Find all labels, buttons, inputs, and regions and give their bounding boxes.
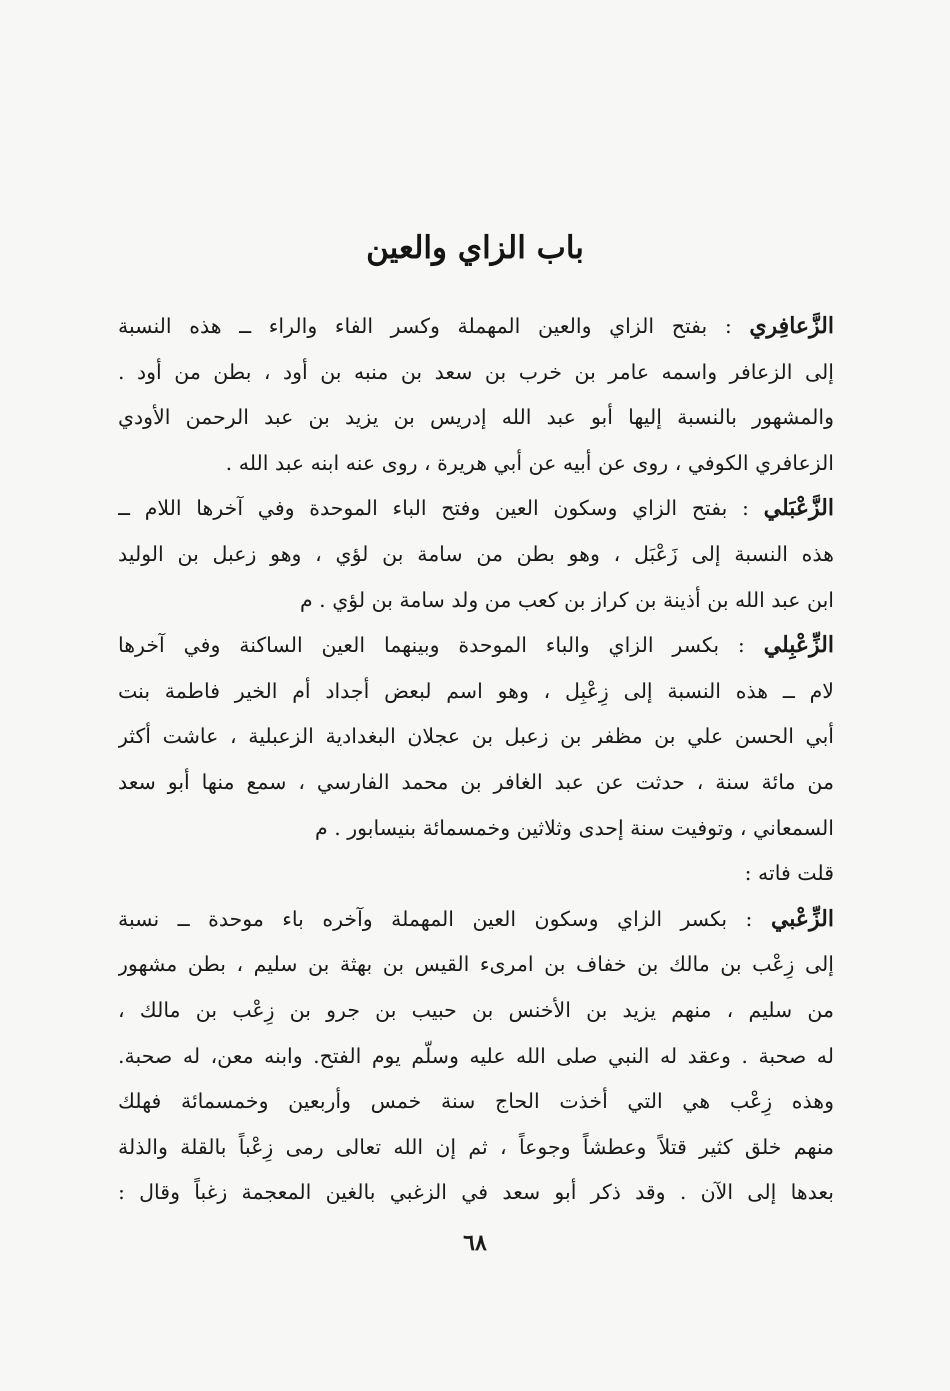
text-line xyxy=(118,1034,834,1080)
line-text: بعدها إلى الآن . وقد ذكر أبو سعد في الزغبي بالغين المعجمة زغباً وقال : xyxy=(118,1180,834,1205)
line-text: ابن عبد الله بن أذينة بن كراز بن كعب من ولد سامة بن لؤي . م xyxy=(299,587,834,612)
line-text: لام ــ هذه النسبة إلى زِعْبِل ، وهو اسم لبعض أجداد أم الخير فاطمة بنت xyxy=(118,678,834,703)
text-line xyxy=(118,578,834,624)
text-line xyxy=(118,395,834,441)
line-text: أبي الحسن علي بن مظفر بن زعبل بن عجلان البغدادية الزعبلية ، عاشت أكثر xyxy=(118,724,834,749)
line-text: : بفتح الزاي وسكون العين وفتح الباء الموحدة وفي آخرها اللام ــ xyxy=(118,496,764,521)
entry-first-line xyxy=(118,623,834,669)
text-line xyxy=(118,1125,834,1171)
line-text: قلت فاته : xyxy=(744,861,834,886)
line-text: من مائة سنة ، حدثت عن عبد الغافر بن محمد الفارسي ، سمع منها أبو سعد xyxy=(118,769,834,794)
line-text: وهذه زِعْب هي التي أخذت الحاج سنة خمس وأربعين وخمسمائة فهلك xyxy=(118,1089,834,1114)
entry-first-line xyxy=(118,304,834,350)
line-text: من سليم ، منهم يزيد بن الأخنس بن حبيب بن جرو بن زِعْب بن مالك ، xyxy=(118,997,834,1022)
text-line xyxy=(118,851,834,897)
entry-first-line xyxy=(118,897,834,943)
line-text: : بكسر الزاي وسكون العين المهملة وآخره باء موحدة ــ نسبة xyxy=(118,906,771,931)
headword: الزَّعْبَلي xyxy=(763,495,834,522)
text-line xyxy=(118,942,834,988)
text-line xyxy=(118,350,834,396)
line-text: إلى زِعْب بن مالك بن خفاف بن امرىء القيس بن بهثة بن سليم ، بطن مشهور xyxy=(118,952,834,977)
text-line xyxy=(118,988,834,1034)
text-line xyxy=(118,669,834,715)
line-text: : بفتح الزاي والعين المهملة وكسر الفاء والراء ــ هذه النسبة xyxy=(118,314,750,338)
text-line xyxy=(118,714,834,760)
line-text: السمعاني ، وتوفيت سنة إحدى وثلاثين وخمسمائة بنيسابور . م xyxy=(315,815,834,840)
page-number: ٦٨ xyxy=(463,1230,487,1256)
entry-first-line xyxy=(118,486,834,532)
headword: الزِّعْبي xyxy=(770,905,834,932)
text-line xyxy=(118,532,834,578)
headword: الزِّعْبِلي xyxy=(763,632,834,659)
text-line xyxy=(118,806,834,852)
line-text: له صحبة . وعقد له النبي صلى الله عليه وسلّم يوم الفتح. وابنه معن، له صحبة. xyxy=(118,1043,834,1068)
headword: الزَّعافِري xyxy=(749,313,834,339)
line-text: والمشهور بالنسبة إليها أبو عبد الله إدريس بن يزيد بن عبد الرحمن الأودي xyxy=(118,405,834,430)
chapter-title: باب الزاي والعين xyxy=(366,230,584,266)
body-text xyxy=(118,304,834,1216)
text-line xyxy=(118,1079,834,1125)
line-text: هذه النسبة إلى زَعْبَل ، وهو بطن من سامة بن لؤي ، وهو زعبل بن الوليد xyxy=(118,541,834,566)
line-text: : بكسر الزاي والباء الموحدة وبينهما العين الساكنة وفي آخرها xyxy=(118,633,764,658)
line-text: منهم خلق كثير قتلاً وعطشاً وجوعاً ، ثم إن الله تعالى رمى زِعْباً بالقلة والذلة xyxy=(118,1134,834,1159)
text-line xyxy=(118,1170,834,1216)
text-line xyxy=(118,441,834,487)
line-text: إلى الزعافر واسمه عامر بن خرب بن سعد بن منبه بن أود ، بطن من أود . xyxy=(118,359,834,384)
line-text: الزعافري الكوفي ، روى عن أبيه عن أبي هريرة ، روى عنه ابنه عبد الله . xyxy=(225,450,834,475)
text-line xyxy=(118,760,834,806)
